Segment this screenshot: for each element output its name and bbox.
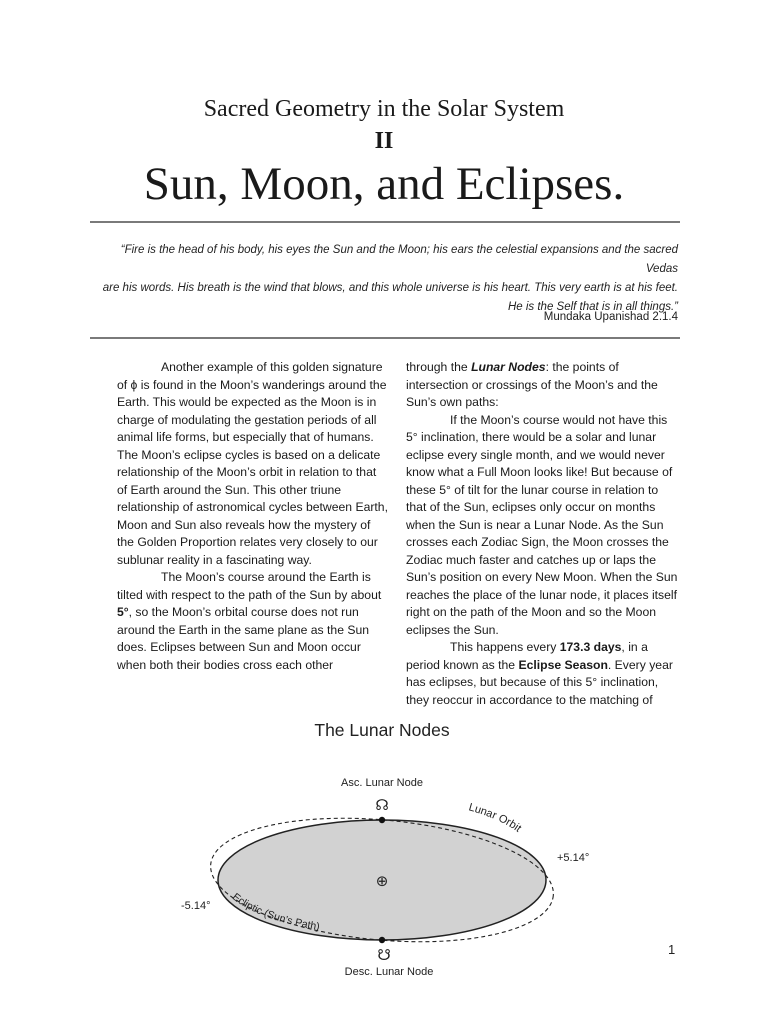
text-column-right [406, 359, 678, 709]
descending-node-point [379, 937, 385, 943]
bottom-divider [90, 337, 680, 339]
top-divider [90, 221, 680, 223]
ascending-node-point [379, 817, 385, 823]
ecliptic-label: Ecliptic (Sun’s Path) [229, 890, 321, 934]
diagram-title: The Lunar Nodes [314, 720, 450, 740]
lunar-orbit-label: Lunar Orbit [467, 801, 524, 835]
earth-icon: ⊕ [375, 872, 389, 890]
page-number: 1 [668, 942, 676, 957]
document-subtitle: Sacred Geometry in the Solar System [203, 96, 565, 122]
page-title: Sun, Moon, and Eclipses. [143, 158, 625, 210]
epigraph-line: “Fire is the head of his body, his eyes the Sun and the Moon; his ears the celestial expansions and the sacred Vedas [120, 244, 678, 275]
paragraph: Another example of this golden signature of ϕ is found in the Moon’s wanderings around the Earth. This would be expected as the Moon is in charge of modulating the gestation periods of all animal life forms, but especially that of humans. The Moon’s eclipse cycles is based on a delicate relationship of the Moon’s orbit in relation to that of Earth around the Sun. This other triune relationship of astronomical cycles between Earth, Moon and Sun also reveals how the mystery of the Golden Proportion relates very closely to our sublunar reality in a fascinating way. [117, 360, 388, 567]
paragraph: This happens every 173.3 days, in a period known as the Eclipse Season. Every year has eclipses, but because of this 5° inclination, they reoccur in accordance to the matching of [406, 640, 673, 707]
ascending-node-icon: ☊ [375, 796, 389, 814]
descending-node-icon: ☋ [377, 946, 391, 964]
lunar-nodes-diagram [0, 760, 768, 990]
epigraph-line: He is the Self that is in all things.” [507, 301, 678, 313]
epigraph-source: Mundaka Upanishad 2.1.4 [543, 311, 678, 323]
epigraph-quote [90, 241, 678, 317]
epigraph-line: are his words. His breath is the wind that blows, and this whole universe is his heart. This very earth is at his feet. [102, 282, 678, 294]
paragraph: through the Lunar Nodes: the points of intersection or crossings of the Moon’s and the Sun’s own paths: [406, 360, 658, 409]
asc-node-label: Asc. Lunar Node [341, 777, 423, 789]
plus-angle-label: +5.14° [557, 852, 590, 864]
minus-angle-label: -5.14° [181, 900, 211, 912]
part-number: II [374, 128, 394, 154]
paragraph: The Moon’s course around the Earth is tilted with respect to the path of the Sun by about 5°, so the Moon’s orbital course does not run around the Earth in the same plane as the Sun does. Eclipses between Sun and Moon occur when both their bodies cross each other [117, 570, 382, 672]
desc-node-label: Desc. Lunar Node [344, 966, 434, 978]
paragraph: If the Moon’s course would not have this 5° inclination, there would be a solar and lunar eclipse every single month, and we would never know what a Full Moon looks like! But because of these 5° of tilt for the lunar course in relation to that of the Sun, eclipses only occur on months when the Sun is near a Lunar Node. As the Sun crosses each Zodiac Sign, the Moon crosses the Zodiac much faster and catches up or laps the Sun’s position on every New Moon. When the Sun reaches the place of the lunar node, it places itself right on the path of the Moon and so the Moon eclipses the Sun. [406, 412, 678, 637]
text-column-left [117, 359, 389, 674]
